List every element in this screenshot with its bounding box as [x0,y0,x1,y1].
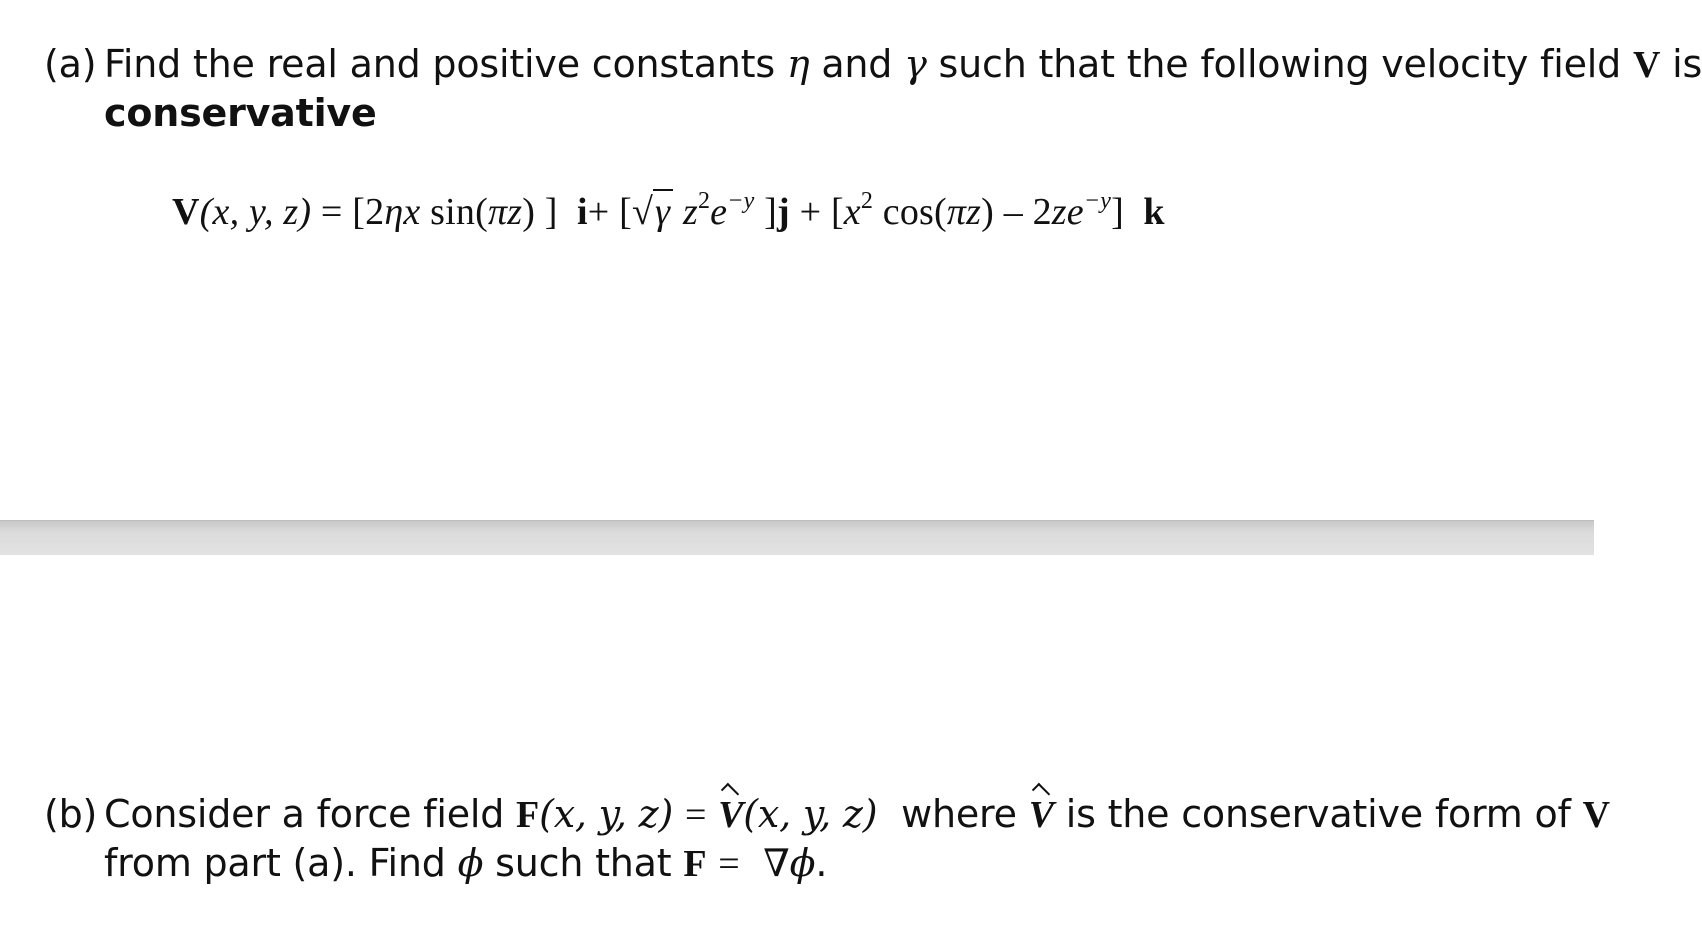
where-text: where [901,792,1017,836]
vector-v-b: V [1582,794,1610,836]
phi-symbol: ϕ [457,841,484,885]
section-divider [0,520,1594,555]
eta-symbol: η [786,42,810,86]
part-b-tail: is the conservative form of [1065,792,1571,836]
part-b-text: Consider a force field [104,792,505,836]
eq-term3-sup: −y [1083,188,1112,214]
eq-term3-coef: 2 [1032,191,1052,233]
eq-term3-x: x [843,191,861,233]
conservative-keyword: conservative [104,91,377,135]
eq-term3-piz: πz [946,191,982,233]
part-b-line2-text: from part (a). Find [104,841,446,885]
v-hat-symbol-2: V [1029,791,1054,839]
eq-term3-cos: cos( [882,191,947,233]
eq-term2-e-sup: −y [727,188,755,214]
v-hat-symbol: V [718,791,743,839]
sqrt-radicand: γ [653,189,673,233]
force-field-f-2: F [683,843,707,885]
eq-bracket2-close: ] [764,191,778,233]
force-field-f: F [516,794,540,836]
eq-lhs-args: (x, y, z) [199,191,312,233]
unit-vector-k: k [1143,191,1165,233]
eq-bracket3-open: [ [830,191,844,233]
gamma-symbol: γ [904,42,927,86]
sqrt-gamma [632,190,673,234]
eq-term2-z-sup: 2 [697,188,711,214]
eq-bracket3-close: ] [1111,191,1124,233]
eq-term3-x-sup: 2 [860,188,874,214]
is-text: is [1672,42,1702,86]
and-text: and [821,42,893,86]
eq-term3-ze: ze [1051,191,1084,233]
eq-term1-sin: sin( [430,191,488,233]
part-a-line-2 [44,89,1574,137]
part-a-label: (a) [44,42,97,86]
gradient-phi: ∇ϕ [763,841,816,885]
eq-term1-eta: ηx [384,191,421,233]
eq-plus-2: + [799,191,822,233]
eq-term2-e: e [710,191,728,233]
part-b-label: (b) [44,792,98,836]
eq-term1-piz: πz [487,191,523,233]
eq-minus: – [1003,191,1023,233]
eq-bracket2-open: [ [619,191,632,233]
part-b-equals-2: = [718,843,740,885]
part-a-tail: such that the following velocity field [938,42,1622,86]
question-part-b [44,790,1610,888]
part-b-line-1 [44,790,1610,839]
eq-term1-open: [2 [352,191,385,233]
unit-vector-j: j [777,191,790,233]
unit-vector-i: i [577,191,588,233]
question-part-a [44,40,1702,137]
eq-term2-z: z [682,191,698,233]
eq-plus-1: + [587,191,610,233]
final-period: . [815,841,828,885]
eq-term1-close: ) ] [522,191,558,233]
velocity-field-equation [172,190,1165,234]
part-b-line-2 [44,839,1574,888]
part-b-args-2: (x, y, z) [743,792,878,836]
part-b-equals: = [685,794,707,836]
vector-v: V [1632,44,1661,86]
part-a-text: Find the real and positive constants [104,42,775,86]
part-a-line-1 [44,40,1702,89]
eq-lhs-v: V [172,191,200,233]
such-that-text: such that [495,841,672,885]
eq-term3-cos-close: ) [981,191,994,233]
eq-equals: = [320,191,343,233]
sqrt-symbol: √ [631,191,654,233]
part-b-args: (x, y, z) [539,792,674,836]
